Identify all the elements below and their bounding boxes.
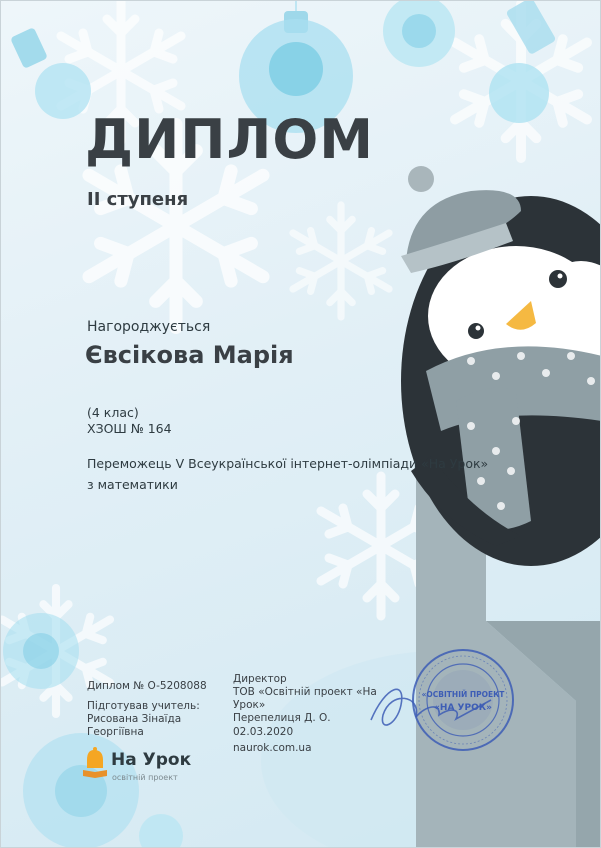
awarded-label: Нагороджується bbox=[87, 319, 211, 335]
teacher-name-line: Рисована Зінаїда bbox=[87, 713, 182, 725]
stamp-text: «ОСВІТНІЙ ПРОЕКТ bbox=[421, 690, 505, 699]
achievement-text: Переможець V Всеукраїнської інтернет-олімпіади «На Урок» bbox=[87, 456, 489, 471]
recipient-school: ХЗОШ № 164 bbox=[87, 421, 172, 436]
ornament-icon bbox=[383, 1, 455, 67]
logo-name: На Урок bbox=[111, 750, 192, 770]
bell-book-icon bbox=[83, 747, 107, 778]
recipient-name: Євсікова Марія bbox=[85, 341, 294, 369]
ornament-icon bbox=[3, 613, 79, 689]
teacher-block bbox=[87, 700, 227, 739]
ornament-icon bbox=[10, 27, 91, 119]
stamp-seal bbox=[361, 645, 526, 755]
diploma-degree: II ступеня bbox=[87, 189, 189, 210]
director-label: Директор bbox=[233, 673, 287, 685]
teacher-name-line: Георгіївна bbox=[87, 726, 144, 738]
snowflake-icon bbox=[293, 205, 389, 317]
director-name: Перепелиця Д. О. bbox=[233, 712, 331, 724]
logo-tagline: освітній проект bbox=[112, 773, 178, 782]
teacher-label: Підготував учитель: bbox=[87, 700, 200, 712]
diploma-number: Диплом № O-5208088 bbox=[87, 680, 207, 692]
subject-text: з математики bbox=[87, 477, 178, 492]
website-link[interactable]: naurok.com.ua bbox=[233, 742, 312, 754]
recipient-class: (4 клас) bbox=[87, 405, 139, 420]
stamp-text: «НА УРОК» bbox=[434, 703, 492, 713]
director-org: ТОВ «Освітній проект «На Урок» bbox=[233, 686, 377, 711]
diploma-title: ДИПЛОМ bbox=[85, 108, 374, 171]
issue-date: 02.03.2020 bbox=[233, 726, 294, 738]
